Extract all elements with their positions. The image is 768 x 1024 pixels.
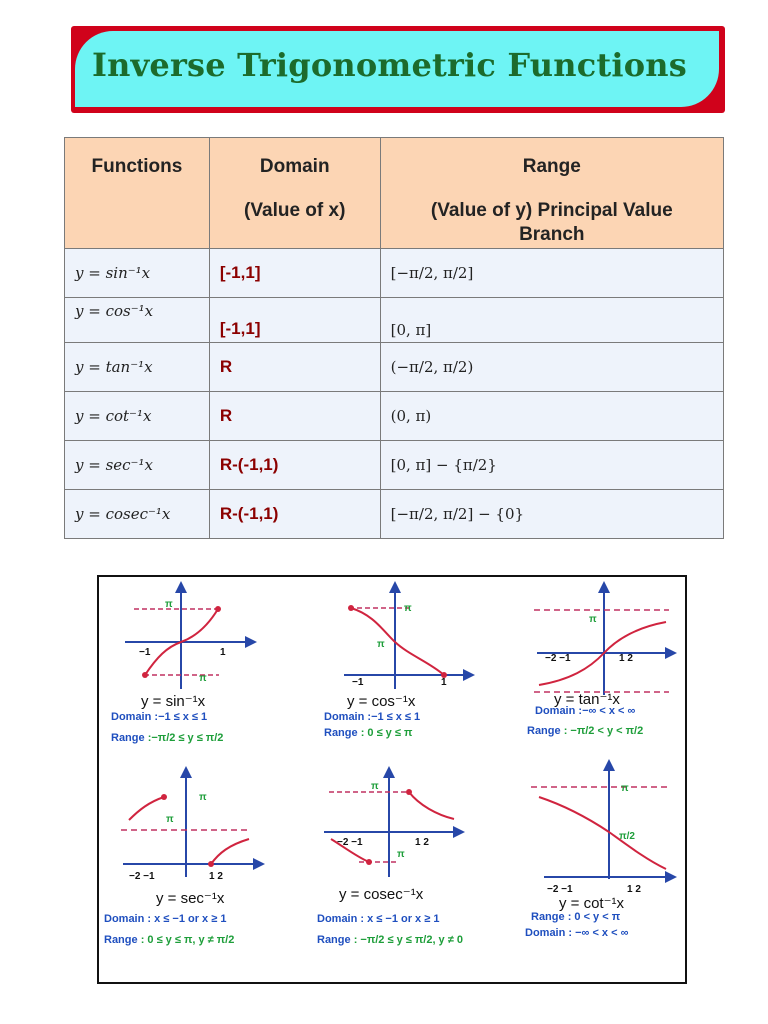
graph-domain: Domain : x ≤ −1 or x ≥ 1 — [104, 913, 227, 925]
page-title: Inverse Trigonometric Functions — [92, 46, 687, 84]
header-domain: Domain (Value of x) — [209, 138, 380, 249]
graphs-panel — [97, 575, 687, 984]
svg-text:1 2: 1 2 — [415, 837, 429, 848]
svg-text:1 2: 1 2 — [209, 871, 223, 882]
svg-text:−2 −1: −2 −1 — [337, 837, 363, 848]
svg-text:π: π — [377, 639, 385, 650]
table-row — [65, 343, 724, 392]
svg-text:π: π — [371, 781, 379, 792]
function-cell: y = tan⁻¹x — [65, 343, 210, 392]
svg-text:−1: −1 — [139, 647, 151, 658]
graph-range-label: Range : 0 < y < π — [531, 911, 621, 923]
graph-caption: y = cot⁻¹x — [559, 895, 625, 912]
table-row — [65, 441, 724, 490]
svg-text:1 2: 1 2 — [627, 884, 641, 895]
graph-caption: y = tan⁻¹x — [554, 691, 620, 708]
svg-text:1 2: 1 2 — [619, 653, 633, 664]
graph-arcsec — [121, 772, 259, 882]
svg-text:π: π — [199, 792, 207, 803]
graph-domain: Domain :−1 ≤ x ≤ 1 — [111, 711, 208, 723]
header-range: Range (Value of y) Principal Value Branch — [380, 138, 723, 249]
graph-arcsin — [125, 587, 251, 689]
table-row — [65, 298, 724, 343]
graph-caption: y = sec⁻¹x — [156, 890, 225, 907]
header-functions: Functions — [65, 138, 210, 249]
svg-text:π: π — [621, 783, 629, 794]
function-cell: y = cot⁻¹x — [65, 392, 210, 441]
graph-arctan — [534, 587, 671, 695]
graph-range: Range : −π/2 ≤ y ≤ π/2, y ≠ 0 — [317, 934, 463, 946]
domain-cell: R — [209, 343, 380, 392]
domain-cell: R — [209, 392, 380, 441]
function-cell: y = cosec⁻¹x — [65, 490, 210, 539]
svg-text:−2 −1: −2 −1 — [545, 653, 571, 664]
svg-text:−2 −1: −2 −1 — [129, 871, 155, 882]
svg-text:1: 1 — [441, 677, 447, 688]
range-cell: [−π/2, π/2] — [380, 249, 723, 298]
table-header-row — [65, 138, 724, 249]
table-row — [65, 490, 724, 539]
domain-cell: [-1,1] — [209, 298, 380, 343]
svg-text:π: π — [589, 614, 597, 625]
svg-text:1: 1 — [220, 647, 226, 658]
graph-domain-label: Domain : −∞ < x < ∞ — [525, 927, 629, 939]
svg-text:π: π — [165, 599, 173, 610]
graph-caption: y = sin⁻¹x — [141, 693, 206, 710]
svg-text:π: π — [199, 673, 207, 684]
graph-range: Range : −π/2 < y < π/2 — [527, 725, 644, 737]
graph-domain: Domain :−1 ≤ x ≤ 1 — [324, 711, 421, 723]
range-cell: [0, π] — [380, 298, 723, 343]
svg-text:−1: −1 — [352, 677, 364, 688]
range-cell: (0, π) — [380, 392, 723, 441]
svg-text:π: π — [404, 603, 412, 614]
graph-range: Range :−π/2 ≤ y ≤ π/2 — [111, 732, 224, 744]
graph-domain: Domain :−∞ < x < ∞ — [535, 705, 636, 717]
range-cell: [−π/2, π/2] − {0} — [380, 490, 723, 539]
svg-text:π: π — [166, 814, 174, 825]
graph-caption: y = cos⁻¹x — [347, 693, 416, 710]
graph-range: Range : 0 ≤ y ≤ π, y ≠ π/2 — [104, 934, 235, 946]
domain-cell: R-(-1,1) — [209, 441, 380, 490]
graph-caption: y = cosec⁻¹x — [339, 886, 424, 903]
graph-range: Range : 0 ≤ y ≤ π — [324, 727, 413, 739]
svg-text:π: π — [397, 849, 405, 860]
table-row — [65, 249, 724, 298]
svg-text:−2 −1: −2 −1 — [547, 884, 573, 895]
domain-cell: [-1,1] — [209, 249, 380, 298]
graph-arccosec — [324, 772, 459, 877]
table-row — [65, 392, 724, 441]
graph-domain: Domain : x ≤ −1 or x ≥ 1 — [317, 913, 440, 925]
domain-cell: R-(-1,1) — [209, 490, 380, 539]
graph-arccos — [344, 587, 469, 689]
range-cell: (−π/2, π/2) — [380, 343, 723, 392]
svg-text:π/2: π/2 — [619, 831, 635, 842]
function-cell: y = sin⁻¹x — [65, 249, 210, 298]
function-cell: y = cos⁻¹x — [65, 298, 210, 343]
range-cell: [0, π] − {π/2} — [380, 441, 723, 490]
inverse-trig-table — [64, 137, 724, 539]
graph-arccot — [531, 765, 671, 895]
function-cell: y = sec⁻¹x — [65, 441, 210, 490]
